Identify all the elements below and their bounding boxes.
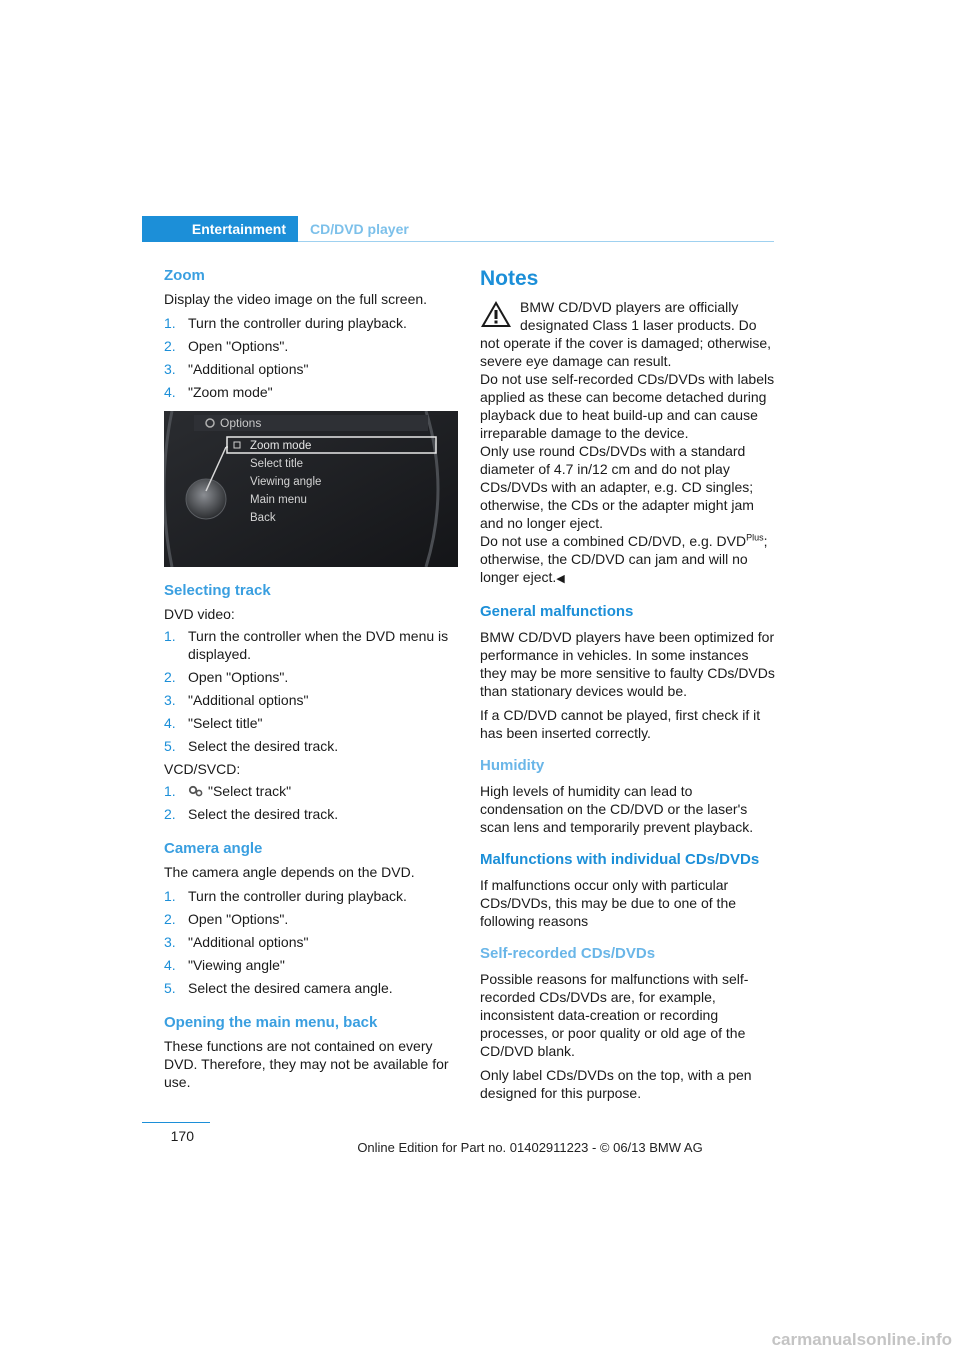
camera-steps bbox=[164, 887, 460, 997]
main-menu-text: These functions are not contained on every DVD. Therefore, they may not be available for use. bbox=[164, 1038, 449, 1090]
step-text: "Additional options" bbox=[188, 934, 309, 950]
step-text: Open "Options". bbox=[188, 911, 289, 927]
step-number: 3. bbox=[164, 692, 176, 708]
warning-text-4b: ; otherwise, the CD/DVD can jam and will no longer eject. bbox=[480, 533, 768, 585]
main-menu-heading: Opening the main menu, back bbox=[164, 1014, 378, 1031]
options-menu-screenshot bbox=[164, 411, 458, 567]
list-item bbox=[164, 314, 460, 332]
individual-malfunctions-heading: Malfunctions with individual CDs/DVDs bbox=[480, 851, 760, 868]
step-number: 1. bbox=[164, 628, 176, 644]
step-text: Select the desired track. bbox=[188, 738, 339, 754]
self-recorded-heading: Self-recorded CDs/DVDs bbox=[480, 945, 656, 962]
step-number: 4. bbox=[164, 384, 176, 400]
menu-item-select-title[interactable]: Select title bbox=[250, 458, 304, 470]
edition-note: Online Edition for Part no. 01402911223 - © 06/13 BMW AG bbox=[357, 1140, 703, 1155]
step-number: 1. bbox=[164, 783, 176, 799]
step-number: 5. bbox=[164, 980, 176, 996]
vcd-label: VCD/SVCD: bbox=[164, 761, 241, 777]
general-text-1: BMW CD/DVD players have been optimized for performance in vehicles. In some instances they may be more sensitive to faulty CDs/DVDs than stationary devices would be. bbox=[480, 629, 775, 699]
warning-triangle-icon bbox=[480, 300, 512, 328]
list-item bbox=[164, 383, 460, 401]
list-item bbox=[164, 782, 460, 800]
camera-intro: The camera angle depends on the DVD. bbox=[164, 864, 415, 880]
zoom-intro: Display the video image on the full screen. bbox=[164, 291, 428, 307]
zoom-steps bbox=[164, 314, 460, 401]
humidity-heading: Humidity bbox=[480, 757, 545, 774]
warning-text-3: Only use round CDs/DVDs with a standard diameter of 4.7 in/12 cm and do not play CDs/DVDs with an adapter, e.g. CD singles; otherwise, the CDs or the adapter might jam and no longer eject. bbox=[480, 443, 754, 531]
step-number: 4. bbox=[164, 957, 176, 973]
warning-text-4a: Do not use a combined CD/DVD, e.g. DVD bbox=[480, 533, 747, 549]
list-item bbox=[164, 691, 460, 709]
dvd-video-label: DVD video: bbox=[164, 606, 235, 622]
settings-gear-icon bbox=[188, 784, 204, 798]
zoom-heading: Zoom bbox=[164, 267, 205, 284]
idrive-display bbox=[164, 411, 458, 567]
camera-angle-heading: Camera angle bbox=[164, 840, 263, 857]
humidity-text: High levels of humidity can lead to condensation on the CD/DVD or the laser's scan lens and temporarily prevent playback. bbox=[480, 783, 754, 835]
step-number: 1. bbox=[164, 315, 176, 331]
step-number: 2. bbox=[164, 911, 176, 927]
step-number: 1. bbox=[164, 888, 176, 904]
self-recorded-text-2: Only label CDs/DVDs on the top, with a pen designed for this purpose. bbox=[480, 1067, 752, 1101]
subsection-title: CD/DVD player bbox=[310, 221, 409, 237]
right-column bbox=[480, 266, 776, 1108]
step-number: 2. bbox=[164, 806, 176, 822]
notes-heading: Notes bbox=[480, 267, 539, 290]
vcd-steps bbox=[164, 782, 460, 823]
list-item bbox=[164, 805, 460, 823]
list-item bbox=[164, 910, 460, 928]
page-number: 170 bbox=[170, 1128, 194, 1144]
step-text: "Select title" bbox=[188, 715, 263, 731]
footer-rule bbox=[142, 1122, 210, 1123]
end-mark-icon: ◀ bbox=[556, 573, 565, 585]
individual-text: If malfunctions occur only with particular CDs/DVDs, this may be due to one of the following reasons bbox=[480, 877, 737, 929]
list-item bbox=[164, 933, 460, 951]
list-item bbox=[164, 737, 460, 755]
list-item bbox=[164, 337, 460, 355]
selecting-track-heading: Selecting track bbox=[164, 582, 271, 599]
controller-knob-icon bbox=[186, 479, 226, 519]
step-text: Select the desired track. bbox=[188, 806, 339, 822]
list-item bbox=[164, 887, 460, 905]
step-number: 3. bbox=[164, 361, 176, 377]
warning-text-2: Do not use self-recorded CDs/DVDs with labels applied as these can become detached during playback due to heat build-up and can cause irreparable damage to the device. bbox=[480, 371, 775, 441]
page-header bbox=[142, 216, 774, 242]
step-number: 5. bbox=[164, 738, 176, 754]
step-text: Turn the controller during playback. bbox=[188, 888, 407, 904]
step-text: Open "Options". bbox=[188, 669, 289, 685]
step-text: "Additional options" bbox=[188, 692, 309, 708]
menu-item-viewing-angle[interactable]: Viewing angle bbox=[250, 476, 322, 488]
step-text: Turn the controller when the DVD menu is displayed. bbox=[188, 628, 449, 662]
list-item bbox=[164, 668, 460, 686]
list-item bbox=[164, 714, 460, 732]
header-rule bbox=[298, 241, 774, 242]
menu-item-zoom-mode[interactable]: Zoom mode bbox=[250, 440, 312, 452]
menu-item-main-menu[interactable]: Main menu bbox=[250, 494, 307, 506]
list-item bbox=[164, 979, 460, 997]
general-malfunctions-heading: General malfunctions bbox=[480, 603, 634, 620]
step-number: 2. bbox=[164, 669, 176, 685]
menu-item-back[interactable]: Back bbox=[250, 512, 276, 524]
step-text: Select the desired camera angle. bbox=[188, 980, 393, 996]
step-text: "Additional options" bbox=[188, 361, 309, 377]
left-column bbox=[164, 266, 460, 1097]
step-number: 3. bbox=[164, 934, 176, 950]
step-text: Open "Options". bbox=[188, 338, 289, 354]
list-item bbox=[164, 360, 460, 378]
list-item bbox=[164, 956, 460, 974]
step-number: 2. bbox=[164, 338, 176, 354]
warning-note bbox=[480, 298, 776, 588]
watermark: carmanualsonline.info bbox=[771, 1330, 952, 1349]
section-tab: Entertainment bbox=[142, 216, 298, 242]
self-recorded-text-1: Possible reasons for malfunctions with self-recorded CDs/DVDs are, for example, inconsistent data-creation or recording processes, or poor quality or old age of the CD/DVD blank. bbox=[480, 971, 749, 1059]
step-number: 4. bbox=[164, 715, 176, 731]
warning-text-1: BMW CD/DVD players are officially designated Class 1 laser products. Do not operate if the cover is damaged; otherwise, severe eye damage can result. bbox=[480, 299, 772, 369]
dvd-steps bbox=[164, 627, 460, 755]
plus-superscript: Plus bbox=[746, 532, 764, 543]
step-text: "Select track" bbox=[208, 783, 292, 799]
list-item bbox=[164, 627, 460, 663]
step-text: "Zoom mode" bbox=[188, 384, 273, 400]
step-text: Turn the controller during playback. bbox=[188, 315, 407, 331]
general-text-2: If a CD/DVD cannot be played, first check if it has been inserted correctly. bbox=[480, 707, 761, 741]
options-title: Options bbox=[220, 416, 262, 430]
step-text: "Viewing angle" bbox=[188, 957, 285, 973]
